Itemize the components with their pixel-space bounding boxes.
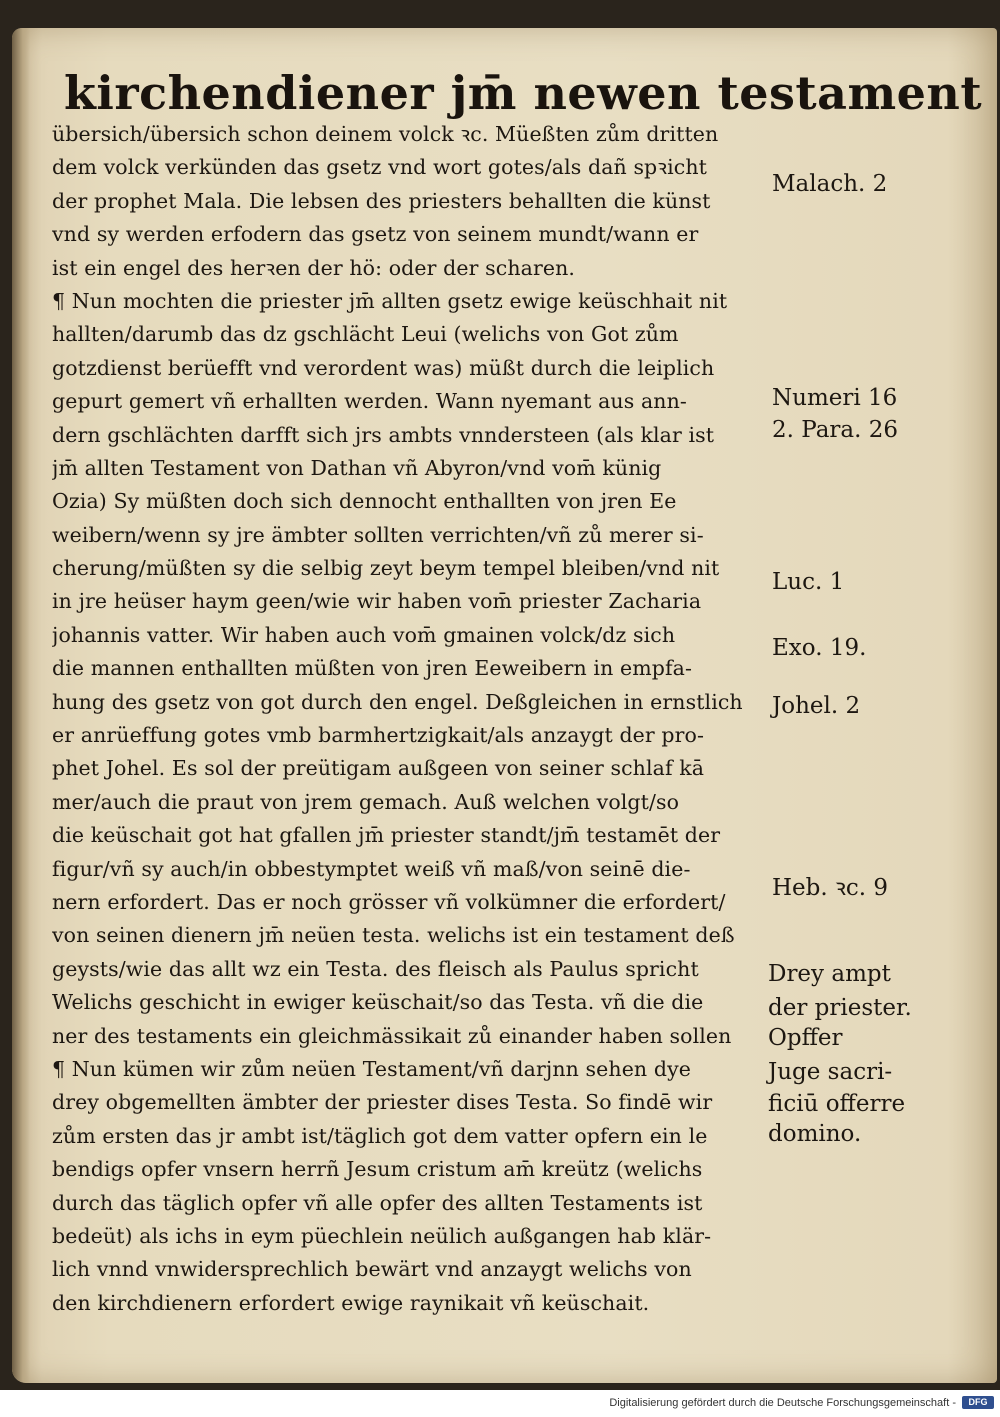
margin-note: Drey ampt <box>768 961 891 987</box>
text-line: nern erfordert. Das er noch grösser vñ volkümner die erfordert/ <box>52 889 726 914</box>
margin-note: Exo. 19. <box>772 635 867 661</box>
margin-note: Malach. 2 <box>772 171 888 197</box>
margin-note: Opffer <box>768 1025 843 1051</box>
text-line: den kirchdienern erfordert ewige raynikait vñ keüschait. <box>52 1290 650 1315</box>
footer-credit: Digitalisierung gefördert durch die Deutsche Forschungsgemeinschaft - <box>609 1397 956 1409</box>
text-line: gotzdienst berüefft vnd verordent was) müßt durch die leiplich <box>52 355 715 380</box>
text-line: figur/vñ sy auch/in obbestymptet weiß vñ maß/von seinē die- <box>52 856 691 881</box>
text-line: bedeüt) als ichs in eym püechlein neülich außgangen hab klär- <box>52 1223 712 1248</box>
text-line: zům ersten das jr ambt ist/täglich got dem vatter opfern ein le <box>52 1123 708 1148</box>
text-line: ner des testaments ein gleichmässikait zů einander haben sollen <box>52 1023 732 1048</box>
margin-note: der priester. <box>768 995 912 1021</box>
text-line: Welichs geschicht in ewiger keüschait/so das Testa. vñ die die <box>52 990 704 1015</box>
text-line: ist ein engel des herꝛen der hö: oder der scharen. <box>52 255 575 280</box>
text-line: drey obgemellten ämbter der priester dises Testa. So findē wir <box>52 1090 713 1115</box>
margin-note: Numeri 16 <box>772 385 898 411</box>
text-line: hung des gsetz von got durch den engel. Deßgleichen in ernstlich <box>52 689 743 714</box>
text-line: bendigs opfer vnsern herrñ Jesum cristum am̄ kreütz (welichs <box>52 1157 703 1182</box>
text-line: die mannen enthallten müßten von jren Eeweibern in empfa- <box>52 656 693 681</box>
running-header: kirchendiener jm̄ newen testament <box>64 66 983 120</box>
text-line: dern gschlächten darfft sich jrs ambts vnndersteen (als klar ist <box>52 422 715 447</box>
text-line: übersich/übersich schon deinem volck ꝛc. Müeßten zům dritten <box>52 122 719 146</box>
text-line: weibern/wenn sy jre ämbter sollten verrichten/vñ zů merer si- <box>52 522 704 547</box>
body-text <box>52 118 772 1320</box>
page-gutter <box>12 28 30 1383</box>
text-line: ¶ Nun mochten die priester jm̄ allten gsetz ewige keüschhait nit <box>52 288 728 313</box>
text-line: lich vnnd vnwidersprechlich bewärt vnd anzaygt welichs von <box>52 1257 692 1282</box>
text-line: jm̄ allten Testament von Dathan vñ Abyron/vnd vom̄ künig <box>52 455 662 480</box>
margin-note: domino. <box>768 1121 862 1147</box>
margin-note: Johel. 2 <box>772 693 861 719</box>
text-line: von seinen dienern jm̄ neüen testa. welichs ist ein testament deß <box>52 923 735 948</box>
margin-note: Luc. 1 <box>772 569 845 595</box>
margin-note: Heb. ꝛc. 9 <box>772 875 889 901</box>
text-line: mer/auch die praut von jrem gemach. Auß welchen volgt/so <box>52 789 680 814</box>
margin-note: ficiū offerre <box>768 1091 906 1117</box>
text-line: cherung/müßten sy die selbig zeyt beym tempel bleiben/vnd nit <box>52 556 720 581</box>
dfg-logo: DFG <box>962 1396 994 1409</box>
text-line: geysts/wie das allt wz ein Testa. des fleisch als Paulus spricht <box>52 956 699 981</box>
text-line: Ozia) Sy müßten doch sich dennocht enthallten von jren Ee <box>52 489 677 514</box>
text-line: phet Johel. Es sol der preütigam außgeen von seiner schlaf kā <box>52 756 705 781</box>
text-line: durch das täglich opfer vñ alle opfer des allten Testaments ist <box>52 1190 703 1215</box>
margin-note: Juge sacri- <box>768 1059 893 1085</box>
text-line: in jre heüser haym geen/wie wir haben vom̄ priester Zacharia <box>52 589 702 614</box>
text-line: hallten/darumb das dz gschlächt Leui (welichs von Got zům <box>52 322 679 347</box>
text-line: vnd sy werden erfodern das gsetz von seinem mundt/wann er <box>52 222 699 247</box>
text-line: dem volck verkünden das gsetz vnd wort gotes/als dañ spꝛicht <box>52 155 707 180</box>
text-line: der prophet Mala. Die lebsen des priesters behallten die künst <box>52 188 711 213</box>
text-line: er anrüeffung gotes vmb barmhertzigkait/als anzaygt der pro- <box>52 723 705 748</box>
text-line: gepurt gemert vñ erhallten werden. Wann nyemant aus ann- <box>52 389 687 414</box>
text-line: die keüschait got hat gfallen jm̄ priester standt/jm̄ testamēt der <box>52 823 721 848</box>
margin-note: 2. Para. 26 <box>772 417 899 443</box>
footer-bar <box>0 1390 1000 1417</box>
text-line: johannis vatter. Wir haben auch vom̄ gmainen volck/dz sich <box>52 622 676 647</box>
text-line: ¶ Nun kümen wir zům neüen Testament/vñ darjnn sehen dye <box>52 1056 691 1081</box>
